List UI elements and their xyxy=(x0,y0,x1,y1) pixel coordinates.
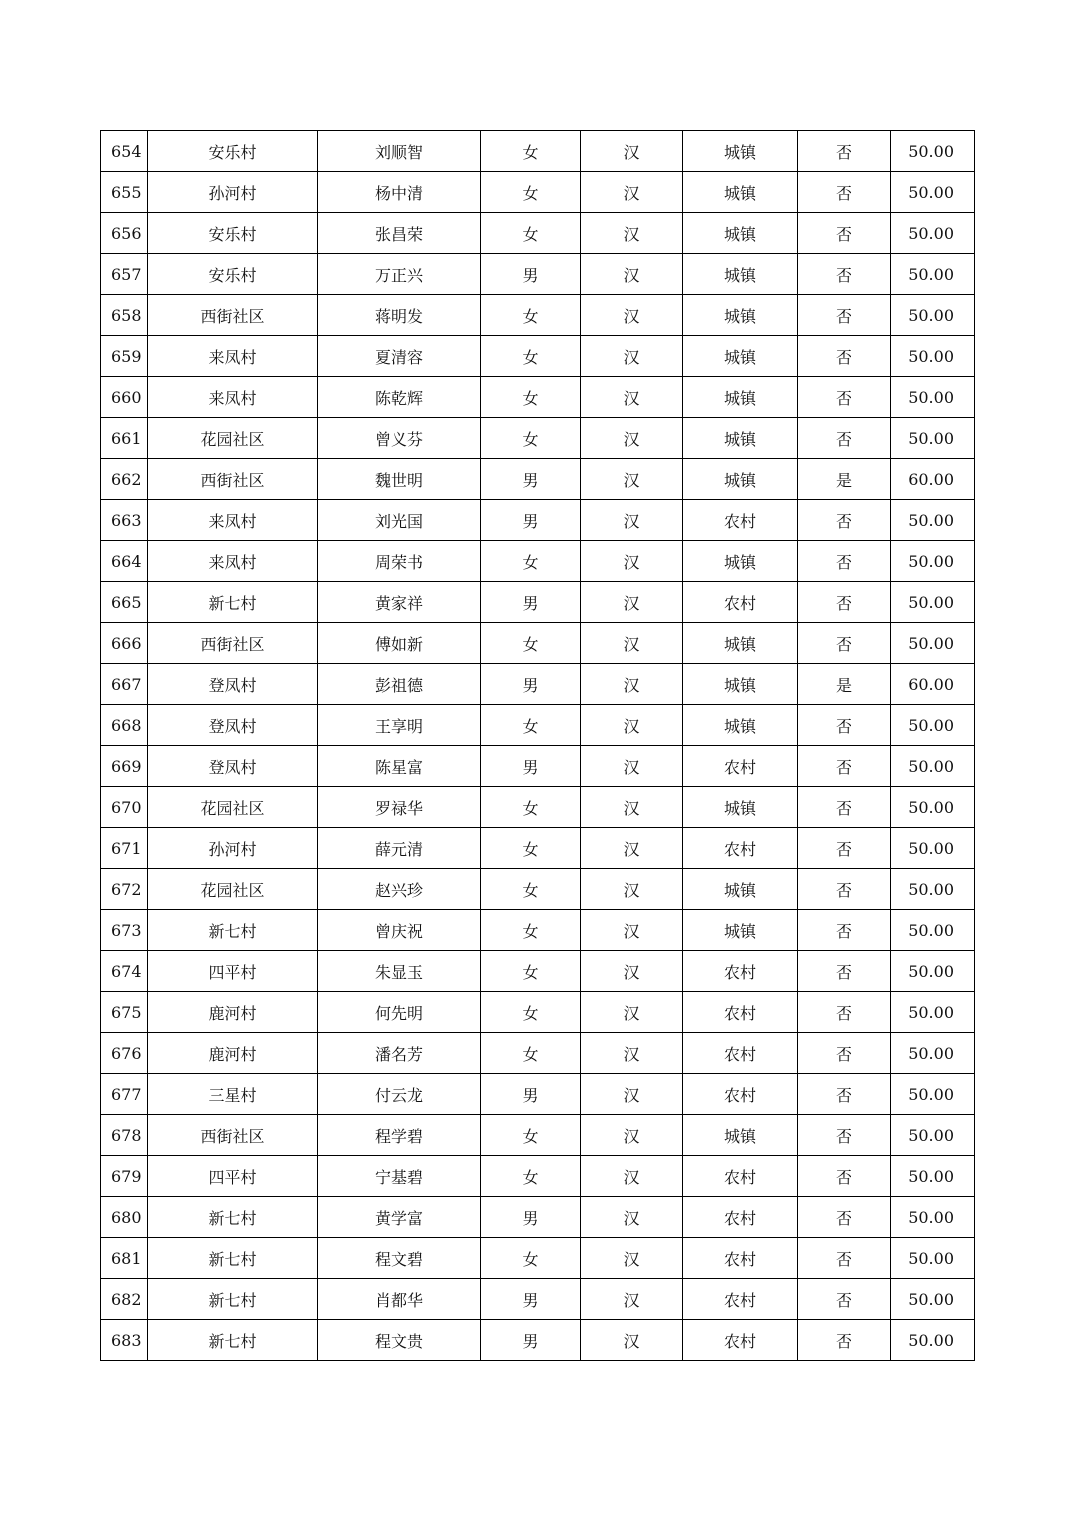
table-row xyxy=(101,1156,975,1197)
table-row xyxy=(101,295,975,336)
yes-no-cell: 否 xyxy=(798,623,891,664)
gender-cell: 女 xyxy=(481,869,581,910)
village-cell: 新七村 xyxy=(148,1238,318,1279)
ethnicity-cell: 汉 xyxy=(581,787,683,828)
village-cell: 来凤村 xyxy=(148,500,318,541)
residence-type-cell: 城镇 xyxy=(683,213,798,254)
yes-no-cell: 否 xyxy=(798,254,891,295)
residence-type-cell: 城镇 xyxy=(683,418,798,459)
residence-type-cell: 城镇 xyxy=(683,623,798,664)
person-name-cell: 刘顺智 xyxy=(318,131,481,172)
ethnicity-cell: 汉 xyxy=(581,623,683,664)
table-row xyxy=(101,459,975,500)
ethnicity-cell: 汉 xyxy=(581,1074,683,1115)
gender-cell: 女 xyxy=(481,787,581,828)
gender-cell: 女 xyxy=(481,213,581,254)
village-cell: 西街社区 xyxy=(148,1115,318,1156)
village-cell: 鹿河村 xyxy=(148,992,318,1033)
village-cell: 安乐村 xyxy=(148,131,318,172)
residence-type-cell: 城镇 xyxy=(683,377,798,418)
village-cell: 孙河村 xyxy=(148,172,318,213)
table-row xyxy=(101,541,975,582)
gender-cell: 男 xyxy=(481,459,581,500)
ethnicity-cell: 汉 xyxy=(581,131,683,172)
ethnicity-cell: 汉 xyxy=(581,705,683,746)
row-number-cell: 663 xyxy=(101,500,148,541)
amount-cell: 50.00 xyxy=(891,992,975,1033)
village-cell: 新七村 xyxy=(148,910,318,951)
table-row xyxy=(101,500,975,541)
table-row xyxy=(101,1279,975,1320)
row-number-cell: 657 xyxy=(101,254,148,295)
table-row xyxy=(101,1238,975,1279)
ethnicity-cell: 汉 xyxy=(581,295,683,336)
residence-type-cell: 农村 xyxy=(683,1074,798,1115)
gender-cell: 女 xyxy=(481,992,581,1033)
gender-cell: 女 xyxy=(481,1238,581,1279)
table-row xyxy=(101,213,975,254)
row-number-cell: 669 xyxy=(101,746,148,787)
amount-cell: 60.00 xyxy=(891,664,975,705)
table-row xyxy=(101,664,975,705)
yes-no-cell: 否 xyxy=(798,1238,891,1279)
amount-cell: 50.00 xyxy=(891,1156,975,1197)
village-cell: 新七村 xyxy=(148,1279,318,1320)
gender-cell: 女 xyxy=(481,131,581,172)
village-cell: 鹿河村 xyxy=(148,1033,318,1074)
residence-type-cell: 城镇 xyxy=(683,1115,798,1156)
gender-cell: 男 xyxy=(481,664,581,705)
amount-cell: 50.00 xyxy=(891,377,975,418)
row-number-cell: 658 xyxy=(101,295,148,336)
ethnicity-cell: 汉 xyxy=(581,664,683,705)
residence-type-cell: 农村 xyxy=(683,1320,798,1361)
village-cell: 新七村 xyxy=(148,1197,318,1238)
residence-type-cell: 城镇 xyxy=(683,664,798,705)
amount-cell: 50.00 xyxy=(891,1279,975,1320)
ethnicity-cell: 汉 xyxy=(581,1115,683,1156)
ethnicity-cell: 汉 xyxy=(581,910,683,951)
yes-no-cell: 否 xyxy=(798,1156,891,1197)
table-row xyxy=(101,828,975,869)
row-number-cell: 668 xyxy=(101,705,148,746)
gender-cell: 女 xyxy=(481,705,581,746)
ethnicity-cell: 汉 xyxy=(581,418,683,459)
residence-type-cell: 农村 xyxy=(683,1156,798,1197)
table-row xyxy=(101,582,975,623)
table-row xyxy=(101,377,975,418)
village-cell: 三星村 xyxy=(148,1074,318,1115)
roster-body xyxy=(101,131,975,1361)
ethnicity-cell: 汉 xyxy=(581,459,683,500)
village-cell: 登凤村 xyxy=(148,664,318,705)
gender-cell: 女 xyxy=(481,951,581,992)
residence-type-cell: 城镇 xyxy=(683,131,798,172)
table-row xyxy=(101,1074,975,1115)
amount-cell: 50.00 xyxy=(891,1197,975,1238)
yes-no-cell: 否 xyxy=(798,1279,891,1320)
ethnicity-cell: 汉 xyxy=(581,1279,683,1320)
person-name-cell: 曾义芬 xyxy=(318,418,481,459)
village-cell: 花园社区 xyxy=(148,869,318,910)
person-name-cell: 宁基碧 xyxy=(318,1156,481,1197)
person-name-cell: 何先明 xyxy=(318,992,481,1033)
table-row xyxy=(101,1197,975,1238)
yes-no-cell: 否 xyxy=(798,951,891,992)
residence-type-cell: 农村 xyxy=(683,582,798,623)
amount-cell: 50.00 xyxy=(891,295,975,336)
gender-cell: 男 xyxy=(481,1074,581,1115)
person-name-cell: 周荣书 xyxy=(318,541,481,582)
person-name-cell: 夏清容 xyxy=(318,336,481,377)
yes-no-cell: 否 xyxy=(798,1197,891,1238)
row-number-cell: 683 xyxy=(101,1320,148,1361)
residence-type-cell: 农村 xyxy=(683,1033,798,1074)
table-row xyxy=(101,869,975,910)
amount-cell: 50.00 xyxy=(891,336,975,377)
yes-no-cell: 否 xyxy=(798,705,891,746)
ethnicity-cell: 汉 xyxy=(581,1197,683,1238)
person-name-cell: 程文碧 xyxy=(318,1238,481,1279)
person-name-cell: 薛元清 xyxy=(318,828,481,869)
person-name-cell: 黄家祥 xyxy=(318,582,481,623)
person-name-cell: 罗禄华 xyxy=(318,787,481,828)
amount-cell: 50.00 xyxy=(891,705,975,746)
gender-cell: 男 xyxy=(481,746,581,787)
ethnicity-cell: 汉 xyxy=(581,828,683,869)
table-row xyxy=(101,992,975,1033)
person-name-cell: 曾庆祝 xyxy=(318,910,481,951)
ethnicity-cell: 汉 xyxy=(581,1238,683,1279)
gender-cell: 女 xyxy=(481,1115,581,1156)
residence-type-cell: 城镇 xyxy=(683,254,798,295)
amount-cell: 50.00 xyxy=(891,623,975,664)
amount-cell: 50.00 xyxy=(891,951,975,992)
village-cell: 花园社区 xyxy=(148,418,318,459)
row-number-cell: 654 xyxy=(101,131,148,172)
table-row xyxy=(101,131,975,172)
yes-no-cell: 否 xyxy=(798,500,891,541)
village-cell: 四平村 xyxy=(148,1156,318,1197)
ethnicity-cell: 汉 xyxy=(581,1320,683,1361)
amount-cell: 50.00 xyxy=(891,1115,975,1156)
person-name-cell: 杨中清 xyxy=(318,172,481,213)
village-cell: 孙河村 xyxy=(148,828,318,869)
yes-no-cell: 是 xyxy=(798,664,891,705)
table-row xyxy=(101,787,975,828)
yes-no-cell: 是 xyxy=(798,459,891,500)
ethnicity-cell: 汉 xyxy=(581,336,683,377)
row-number-cell: 666 xyxy=(101,623,148,664)
residence-type-cell: 农村 xyxy=(683,1197,798,1238)
village-cell: 登凤村 xyxy=(148,746,318,787)
row-number-cell: 665 xyxy=(101,582,148,623)
amount-cell: 50.00 xyxy=(891,131,975,172)
person-name-cell: 黄学富 xyxy=(318,1197,481,1238)
row-number-cell: 674 xyxy=(101,951,148,992)
amount-cell: 50.00 xyxy=(891,418,975,459)
amount-cell: 50.00 xyxy=(891,910,975,951)
gender-cell: 女 xyxy=(481,295,581,336)
row-number-cell: 670 xyxy=(101,787,148,828)
ethnicity-cell: 汉 xyxy=(581,500,683,541)
amount-cell: 50.00 xyxy=(891,746,975,787)
residence-type-cell: 城镇 xyxy=(683,336,798,377)
table-row xyxy=(101,746,975,787)
person-name-cell: 肖都华 xyxy=(318,1279,481,1320)
residence-type-cell: 城镇 xyxy=(683,459,798,500)
table-row xyxy=(101,1033,975,1074)
yes-no-cell: 否 xyxy=(798,336,891,377)
residence-type-cell: 农村 xyxy=(683,500,798,541)
yes-no-cell: 否 xyxy=(798,1320,891,1361)
amount-cell: 60.00 xyxy=(891,459,975,500)
ethnicity-cell: 汉 xyxy=(581,541,683,582)
ethnicity-cell: 汉 xyxy=(581,377,683,418)
person-name-cell: 傅如新 xyxy=(318,623,481,664)
amount-cell: 50.00 xyxy=(891,172,975,213)
row-number-cell: 676 xyxy=(101,1033,148,1074)
table-row xyxy=(101,705,975,746)
gender-cell: 女 xyxy=(481,377,581,418)
row-number-cell: 679 xyxy=(101,1156,148,1197)
residence-type-cell: 农村 xyxy=(683,951,798,992)
residence-type-cell: 农村 xyxy=(683,828,798,869)
village-cell: 登凤村 xyxy=(148,705,318,746)
amount-cell: 50.00 xyxy=(891,869,975,910)
yes-no-cell: 否 xyxy=(798,1115,891,1156)
village-cell: 安乐村 xyxy=(148,213,318,254)
gender-cell: 男 xyxy=(481,582,581,623)
row-number-cell: 655 xyxy=(101,172,148,213)
residence-type-cell: 农村 xyxy=(683,1279,798,1320)
gender-cell: 女 xyxy=(481,1033,581,1074)
yes-no-cell: 否 xyxy=(798,828,891,869)
amount-cell: 50.00 xyxy=(891,1074,975,1115)
row-number-cell: 673 xyxy=(101,910,148,951)
row-number-cell: 656 xyxy=(101,213,148,254)
yes-no-cell: 否 xyxy=(798,1074,891,1115)
village-cell: 来凤村 xyxy=(148,377,318,418)
yes-no-cell: 否 xyxy=(798,213,891,254)
village-cell: 西街社区 xyxy=(148,459,318,500)
person-name-cell: 程学碧 xyxy=(318,1115,481,1156)
amount-cell: 50.00 xyxy=(891,254,975,295)
person-name-cell: 朱显玉 xyxy=(318,951,481,992)
village-cell: 新七村 xyxy=(148,1320,318,1361)
row-number-cell: 682 xyxy=(101,1279,148,1320)
yes-no-cell: 否 xyxy=(798,582,891,623)
row-number-cell: 678 xyxy=(101,1115,148,1156)
yes-no-cell: 否 xyxy=(798,869,891,910)
ethnicity-cell: 汉 xyxy=(581,951,683,992)
gender-cell: 男 xyxy=(481,254,581,295)
row-number-cell: 672 xyxy=(101,869,148,910)
table-row xyxy=(101,336,975,377)
village-cell: 西街社区 xyxy=(148,295,318,336)
ethnicity-cell: 汉 xyxy=(581,254,683,295)
village-cell: 新七村 xyxy=(148,582,318,623)
village-cell: 西街社区 xyxy=(148,623,318,664)
amount-cell: 50.00 xyxy=(891,1033,975,1074)
amount-cell: 50.00 xyxy=(891,213,975,254)
amount-cell: 50.00 xyxy=(891,787,975,828)
person-name-cell: 程文贵 xyxy=(318,1320,481,1361)
ethnicity-cell: 汉 xyxy=(581,582,683,623)
yes-no-cell: 否 xyxy=(798,131,891,172)
row-number-cell: 667 xyxy=(101,664,148,705)
person-name-cell: 陈乾辉 xyxy=(318,377,481,418)
village-cell: 来凤村 xyxy=(148,541,318,582)
row-number-cell: 661 xyxy=(101,418,148,459)
ethnicity-cell: 汉 xyxy=(581,213,683,254)
gender-cell: 女 xyxy=(481,172,581,213)
amount-cell: 50.00 xyxy=(891,541,975,582)
residence-type-cell: 城镇 xyxy=(683,787,798,828)
yes-no-cell: 否 xyxy=(798,541,891,582)
amount-cell: 50.00 xyxy=(891,828,975,869)
person-name-cell: 万正兴 xyxy=(318,254,481,295)
table-row xyxy=(101,951,975,992)
village-cell: 四平村 xyxy=(148,951,318,992)
gender-cell: 女 xyxy=(481,336,581,377)
table-row xyxy=(101,254,975,295)
table-row xyxy=(101,1320,975,1361)
row-number-cell: 671 xyxy=(101,828,148,869)
yes-no-cell: 否 xyxy=(798,418,891,459)
person-name-cell: 张昌荣 xyxy=(318,213,481,254)
person-name-cell: 蒋明发 xyxy=(318,295,481,336)
yes-no-cell: 否 xyxy=(798,172,891,213)
residence-type-cell: 农村 xyxy=(683,992,798,1033)
ethnicity-cell: 汉 xyxy=(581,172,683,213)
residence-type-cell: 城镇 xyxy=(683,172,798,213)
residence-type-cell: 城镇 xyxy=(683,705,798,746)
table-row xyxy=(101,418,975,459)
gender-cell: 男 xyxy=(481,1197,581,1238)
gender-cell: 女 xyxy=(481,623,581,664)
ethnicity-cell: 汉 xyxy=(581,1033,683,1074)
gender-cell: 女 xyxy=(481,828,581,869)
gender-cell: 男 xyxy=(481,1279,581,1320)
village-cell: 安乐村 xyxy=(148,254,318,295)
residence-type-cell: 城镇 xyxy=(683,869,798,910)
yes-no-cell: 否 xyxy=(798,746,891,787)
residence-type-cell: 农村 xyxy=(683,1238,798,1279)
row-number-cell: 677 xyxy=(101,1074,148,1115)
gender-cell: 男 xyxy=(481,500,581,541)
residence-type-cell: 城镇 xyxy=(683,910,798,951)
ethnicity-cell: 汉 xyxy=(581,992,683,1033)
person-name-cell: 赵兴珍 xyxy=(318,869,481,910)
ethnicity-cell: 汉 xyxy=(581,746,683,787)
person-name-cell: 王享明 xyxy=(318,705,481,746)
roster-table xyxy=(100,130,975,1361)
table-row xyxy=(101,910,975,951)
row-number-cell: 660 xyxy=(101,377,148,418)
row-number-cell: 681 xyxy=(101,1238,148,1279)
row-number-cell: 675 xyxy=(101,992,148,1033)
table-row xyxy=(101,1115,975,1156)
amount-cell: 50.00 xyxy=(891,1238,975,1279)
gender-cell: 男 xyxy=(481,1320,581,1361)
amount-cell: 50.00 xyxy=(891,582,975,623)
person-name-cell: 刘光国 xyxy=(318,500,481,541)
row-number-cell: 664 xyxy=(101,541,148,582)
yes-no-cell: 否 xyxy=(798,992,891,1033)
village-cell: 花园社区 xyxy=(148,787,318,828)
village-cell: 来凤村 xyxy=(148,336,318,377)
yes-no-cell: 否 xyxy=(798,1033,891,1074)
yes-no-cell: 否 xyxy=(798,295,891,336)
residence-type-cell: 城镇 xyxy=(683,295,798,336)
ethnicity-cell: 汉 xyxy=(581,869,683,910)
table-row xyxy=(101,172,975,213)
table-row xyxy=(101,623,975,664)
ethnicity-cell: 汉 xyxy=(581,1156,683,1197)
yes-no-cell: 否 xyxy=(798,377,891,418)
residence-type-cell: 农村 xyxy=(683,746,798,787)
yes-no-cell: 否 xyxy=(798,910,891,951)
person-name-cell: 潘名芳 xyxy=(318,1033,481,1074)
row-number-cell: 662 xyxy=(101,459,148,500)
yes-no-cell: 否 xyxy=(798,787,891,828)
gender-cell: 女 xyxy=(481,541,581,582)
person-name-cell: 陈星富 xyxy=(318,746,481,787)
amount-cell: 50.00 xyxy=(891,500,975,541)
gender-cell: 女 xyxy=(481,1156,581,1197)
person-name-cell: 彭祖德 xyxy=(318,664,481,705)
person-name-cell: 付云龙 xyxy=(318,1074,481,1115)
gender-cell: 女 xyxy=(481,910,581,951)
row-number-cell: 680 xyxy=(101,1197,148,1238)
gender-cell: 女 xyxy=(481,418,581,459)
row-number-cell: 659 xyxy=(101,336,148,377)
residence-type-cell: 城镇 xyxy=(683,541,798,582)
person-name-cell: 魏世明 xyxy=(318,459,481,500)
amount-cell: 50.00 xyxy=(891,1320,975,1361)
